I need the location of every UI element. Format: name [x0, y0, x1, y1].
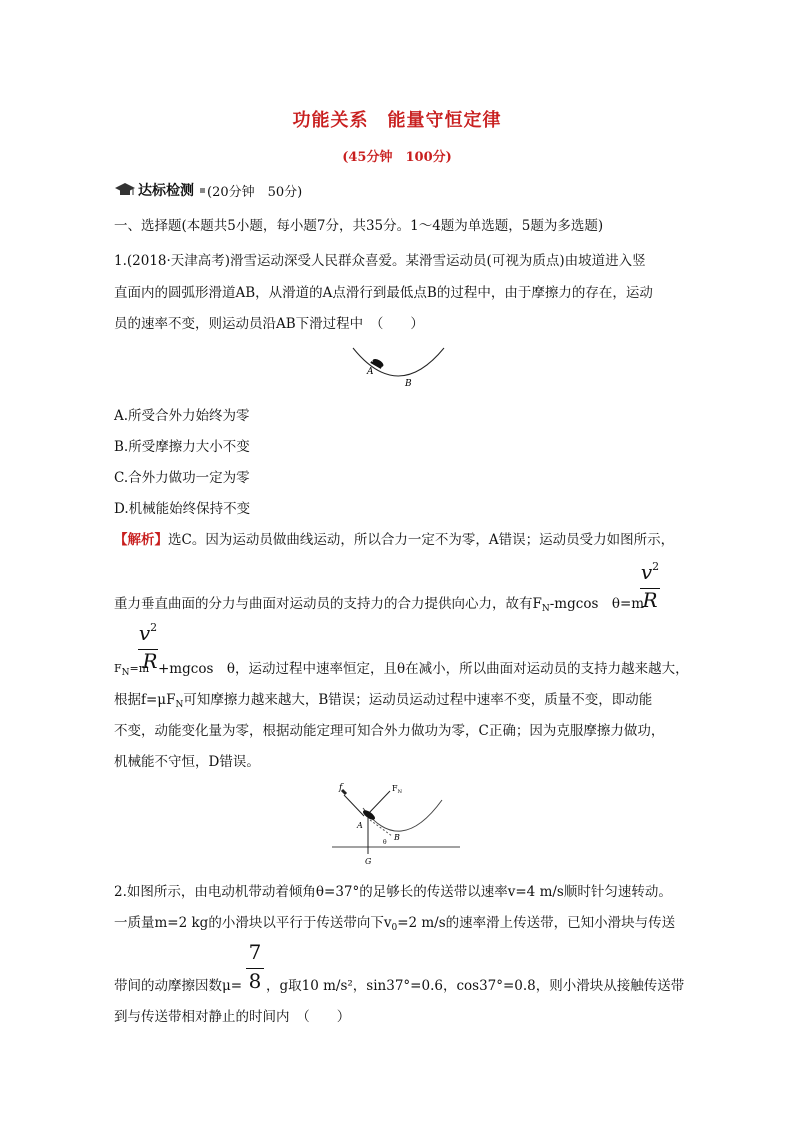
label-g: G: [365, 857, 372, 866]
fraction1-exp: 2: [652, 560, 660, 573]
fraction2-denominator: R: [142, 649, 158, 673]
q1-line3: 员的速率不变，则运动员沿AB下滑过程中 （ ）: [114, 316, 424, 332]
friction-arrow: [344, 795, 364, 816]
analysis-line4-sub: N: [175, 700, 184, 710]
label-a: A: [357, 821, 363, 830]
analysis-line2: [114, 594, 644, 619]
analysis-line3-sub: N: [121, 668, 130, 678]
analysis-line1-text: 选C。因为运动员做曲线运动，所以合力一定不为零，A错误；运动员受力如图所示，: [168, 532, 675, 548]
part1-heading: 一、选择题(本题共5小题，每小题7分，共35分。1～4题为单选题，5题为多选题): [114, 218, 604, 234]
q2-line2-text: 一质量m=2 kg的小滑块以平行于传送带向下v: [114, 915, 392, 931]
q2-line3-rest: ，g取10 m/s²，sin37°=0.6，cos37°=0.8，则小滑块从接触传送带: [266, 978, 685, 994]
page-subtitle: (45分钟 100分): [342, 150, 452, 165]
analysis-line4-text: 根据f=μF: [114, 692, 176, 708]
label-fn-main: F: [392, 784, 398, 793]
q1-line2: 直面内的圆弧形滑道AB，从滑道的A点滑行到最低点B的过程中，由于摩擦力的存在，运动: [114, 285, 653, 301]
analysis-line3-rest: +mgcos θ，运动过程中速率恒定，且θ在减小，所以曲面对运动员的支持力越来越大，: [158, 661, 689, 677]
force-diagram-figure: [330, 778, 462, 868]
label-f: f: [339, 783, 343, 793]
analysis-line3-pre: [114, 659, 149, 683]
q2-fraction-numerator: 7: [248, 940, 262, 964]
fraction2-v: v: [138, 621, 151, 645]
track-arc: [363, 800, 442, 831]
q1-fig-label-a: A: [367, 367, 374, 377]
analysis-tag: 【解析】: [114, 532, 168, 548]
fraction1-denominator: R: [642, 588, 658, 612]
section-label: 达标检测: [138, 183, 194, 199]
analysis-line2-text: 重力垂直曲面的分力与曲面对运动员的支持力的合力提供向心力，故有F: [114, 596, 542, 612]
analysis-line4-rest: 可知摩擦力越来越大，B错误；运动员运动过程中速率不变，质量不变，即动能: [183, 692, 653, 708]
label-theta: θ: [383, 839, 387, 846]
q2-line3-pre: 带间的动摩擦因数μ=: [114, 978, 243, 994]
analysis-line4: [114, 690, 652, 715]
graduation-cap-icon: [114, 182, 136, 198]
fraction1-numerator: [638, 560, 662, 584]
q1-option-b: B.所受摩擦力大小不变: [114, 439, 250, 455]
skier-icon: [362, 809, 377, 822]
q2-line2-sub: 0: [391, 923, 398, 933]
section-marker-icon: [200, 188, 205, 193]
q2-fraction-denominator: 8: [248, 969, 262, 993]
label-fn-sub: N: [397, 789, 402, 795]
q1-option-d: D.机械能始终保持不变: [114, 501, 251, 517]
q1-fig-label-b: B: [405, 379, 412, 389]
analysis-line2-sub: N: [541, 604, 550, 614]
analysis-line2-rest: -mgcos θ=m: [549, 596, 645, 612]
q1-option-a: A.所受合外力始终为零: [114, 408, 250, 424]
analysis-line1: [114, 530, 674, 550]
fraction2-exp: 2: [150, 621, 158, 634]
analysis-line3-mid: =m: [129, 662, 150, 675]
analysis-line6: 机械能不守恒，D错误。: [114, 754, 260, 770]
q1-line1: 1.(2018·天津高考)滑雪运动深受人民群众喜爱。某滑雪运动员(可视为质点)由坡道进入竖: [114, 253, 646, 269]
normal-force-arrow: [368, 791, 390, 814]
q2-line2: [114, 913, 675, 938]
q1-arc-figure: [348, 342, 448, 390]
label-fn: [392, 784, 403, 795]
q2-line1: 2.如图所示，由电动机带动着倾角θ=37°的足够长的传送带以速率v=4 m/s顺时针匀速转动。: [114, 884, 672, 900]
component-dashed-line: [370, 820, 392, 836]
label-b: B: [394, 833, 400, 842]
page-title: 功能关系 能量守恒定律: [292, 110, 502, 131]
section-meta: (20分钟 50分): [207, 185, 303, 200]
fraction1-v: v: [640, 560, 653, 584]
q2-line4: 到与传送带相对静止的时间内 （ ）: [114, 1009, 351, 1025]
q1-option-c: C.合外力做功一定为零: [114, 470, 250, 486]
analysis-line5: 不变，动能变化量为零，根据动能定理可知合外力做功为零，C正确；因为克服摩擦力做功，: [114, 723, 665, 739]
fraction2-numerator: [136, 621, 160, 645]
analysis-line3-f: F: [114, 662, 122, 675]
q2-line2-rest: =2 m/s的速率滑上传送带，已知小滑块与传送: [397, 915, 676, 931]
